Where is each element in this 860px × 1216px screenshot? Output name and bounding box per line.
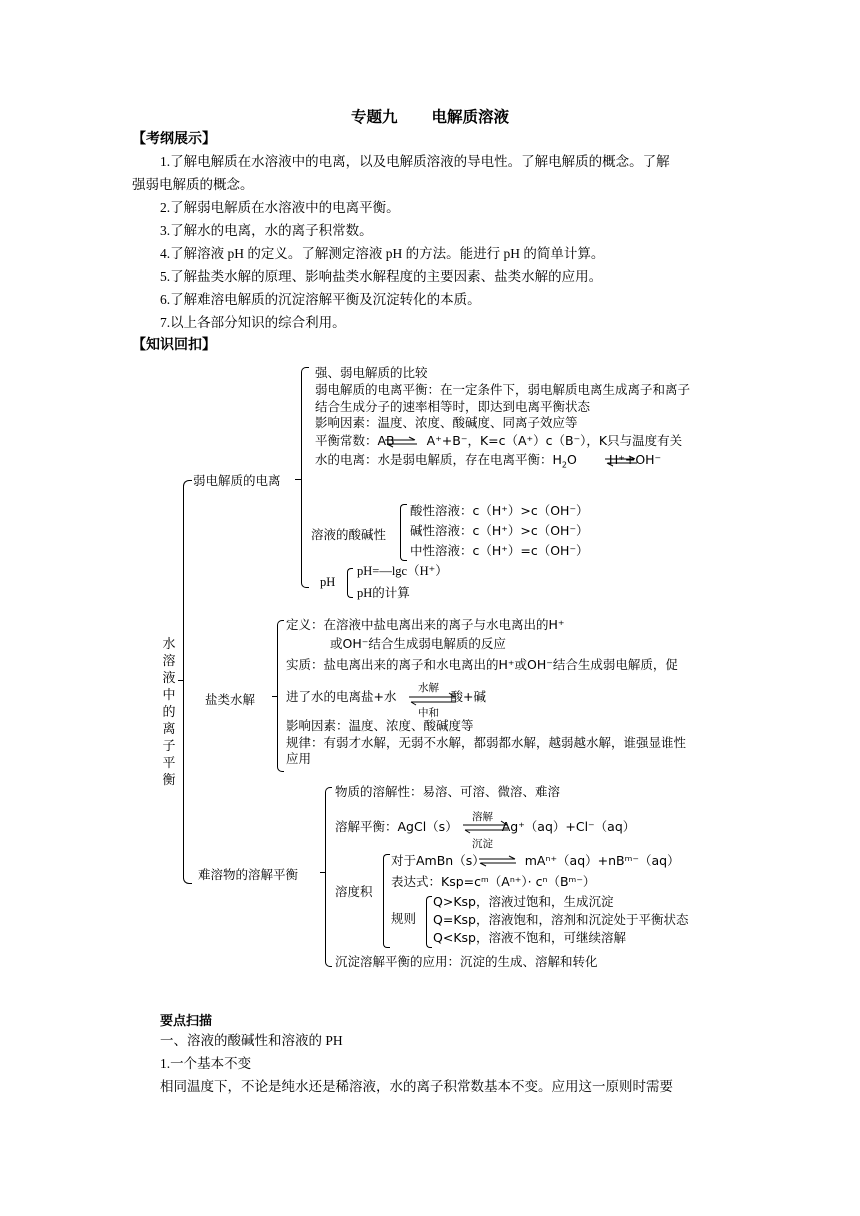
water-prefix: 水的电离：水是弱电解质，存在电离平衡：H (315, 452, 562, 467)
weak-brace (301, 367, 309, 588)
outline-item-1b: 强弱电解质的概念。 (132, 177, 254, 192)
outline-item-2: 2.了解弱电解质在水溶液中的电离平衡。 (160, 200, 400, 215)
reversible-arrow-icon (384, 435, 418, 449)
precipitation-application: 沉淀溶解平衡的应用：沉淀的生成、溶解和转化 (335, 954, 598, 969)
ksp-label: 溶度积 (335, 884, 373, 899)
acidity-label: 溶液的酸碱性 (311, 527, 387, 542)
hydrolysis-essence-1: 实质：盐电离出来的离子和水电离出的H⁺或OH⁻结合生成弱电解质，促 (286, 657, 678, 672)
ksp-expression: 表达式：Ksp=cᵐ（Aⁿ⁺）· cⁿ（Bᵐ⁻） (391, 874, 596, 889)
acidity-brace (400, 504, 407, 561)
arrow-label-precipitate: 沉淀 (472, 838, 493, 850)
solubility-line: 物质的溶解性：易溶、可溶、微溶、难溶 (335, 784, 561, 799)
hydrolysis-brace-tip (272, 696, 278, 697)
outline-heading: 【考纲展示】 (132, 131, 216, 147)
essence-suffix: 酸+碱 (450, 689, 486, 704)
arrow-label-hydrolysis: 水解 (418, 682, 439, 694)
outline-item-3: 3.了解水的电离，水的离子积常数。 (160, 223, 373, 238)
weak-line-3: 结合生成分子的速率相等时，即达到电离平衡状态 (315, 399, 591, 414)
k-products: A⁺+B⁻ (426, 433, 468, 448)
title-topic: 专题九 (350, 108, 398, 126)
outline-item-7: 7.以上各部分知识的综合利用。 (160, 315, 346, 330)
rule-unsaturated: Q<Ksp，溶液不饱和，可继续溶解 (433, 930, 626, 945)
ph-definition: pH=—lgc（H⁺） (357, 564, 448, 578)
neutral-solution: 中性溶液：c（H⁺）=c（OH⁻） (410, 543, 589, 558)
reversible-arrow-icon (478, 854, 518, 868)
title-subject: 电解质溶液 (431, 108, 510, 126)
water-products: H⁺+OH⁻ (608, 452, 662, 467)
insoluble-brace (325, 787, 332, 967)
hydrolysis-factors: 影响因素：温度、浓度、酸碱度等 (286, 718, 474, 733)
root-brace (183, 480, 192, 884)
k-prefix: 平衡常数：AB (315, 433, 395, 448)
weak-label: 弱电解质的电离 (193, 473, 281, 488)
eq-suffix: Ag⁺（aq）+Cl⁻（aq） (501, 819, 636, 834)
acid-solution: 酸性溶液：c（H⁺）>c（OH⁻） (410, 503, 589, 518)
root-label: 水溶液中的离子平衡 (162, 637, 176, 788)
scan-section-1: 一、溶液的酸碱性和溶液的 PH (160, 1033, 343, 1048)
page-title (0, 105, 860, 127)
hydrolysis-def-2: 或OH⁻结合生成弱电解质的反应 (330, 636, 506, 651)
ph-label: pH (320, 575, 336, 589)
weak-brace-tip (295, 479, 302, 480)
outline-item-1a: 1.了解电解质在水溶液中的电离，以及电解质溶液的导电性。了解电解质的概念。了解 (160, 154, 670, 169)
hydrolysis-arrow-icon (408, 692, 458, 706)
ambn-reactant: 对于AmBn（s） (391, 853, 485, 868)
outline-item-4: 4.了解溶液 pH 的定义。了解测定溶液 pH 的方法。能进行 pH 的简单计算。 (160, 246, 605, 261)
k-expression (315, 432, 682, 450)
rule-saturated: Q=Ksp，溶液饱和，溶剂和沉淀处于平衡状态 (433, 912, 689, 927)
rule-brace (426, 896, 432, 948)
outline-item-6: 6.了解难溶电解质的沉淀溶解平衡及沉淀转化的本质。 (160, 292, 481, 307)
ksp-general (391, 852, 680, 870)
dissolution-arrow-icon (462, 820, 510, 834)
eq-prefix: 溶解平衡：AgCl（s） (335, 819, 458, 834)
ksp-brace (383, 854, 390, 948)
insoluble-brace-tip (320, 872, 326, 873)
ph-calculation: pH的计算 (357, 586, 410, 600)
k-formula: ，K=c（A⁺）c（B⁻），K只与温度有关 (467, 433, 683, 448)
reversible-arrow-icon (604, 454, 638, 468)
ambn-products: mAⁿ⁺（aq）+nBᵐ⁻（aq） (524, 853, 680, 868)
arrow-label-dissolve: 溶解 (472, 811, 493, 823)
knowledge-heading: 【知识回扣】 (132, 337, 216, 353)
scan-heading: 要点扫描 (160, 1014, 213, 1029)
scan-subsection-1: 1.一个基本不变 (160, 1056, 252, 1071)
insoluble-label: 难溶物的溶解平衡 (198, 867, 299, 882)
hydrolysis-brace (277, 620, 284, 772)
water-ionization: 水的电离：水是弱电解质，存在电离平衡：$H_2O$ H⁺+OH⁻ (315, 452, 662, 470)
root-brace-tip (178, 680, 184, 681)
arrow-label-neutralize: 中和 (418, 707, 439, 719)
hydrolysis-def-1: 定义：在溶液中盐电离出来的离子与水电离出的H⁺ (286, 617, 565, 632)
outline-item-5: 5.了解盐类水解的原理、影响盐类水解程度的主要因素、盐类水解的应用。 (160, 269, 603, 284)
scan-paragraph: 相同温度下，不论是纯水还是稀溶液，水的离子积常数基本不变。应用这一原则时需要 (160, 1079, 673, 1094)
hydrolysis-label: 盐类水解 (205, 692, 256, 707)
hydrolysis-rule: 规律：有弱才水解，无弱不水解，都弱都水解，越弱越水解，谁强显谁性 (286, 735, 687, 750)
essence-prefix: 进了水的电离盐+水 (286, 689, 397, 704)
weak-line-4: 影响因素：温度、浓度、酸碱度、同离子效应等 (315, 415, 578, 430)
weak-line-1: 强、弱电解质的比较 (315, 365, 428, 380)
rule-label: 规则 (391, 911, 417, 926)
weak-line-2: 弱电解质的电离平衡：在一定条件下，弱电解质电离生成离子和离子 (315, 382, 691, 397)
base-solution: 碱性溶液：c（H⁺）>c（OH⁻） (410, 523, 589, 538)
hydrolysis-application: 应用 (286, 751, 312, 766)
rule-supersaturated: Q>Ksp，溶液过饱和，生成沉淀 (433, 894, 614, 909)
ph-brace (347, 568, 353, 598)
water-o: O (567, 452, 577, 467)
